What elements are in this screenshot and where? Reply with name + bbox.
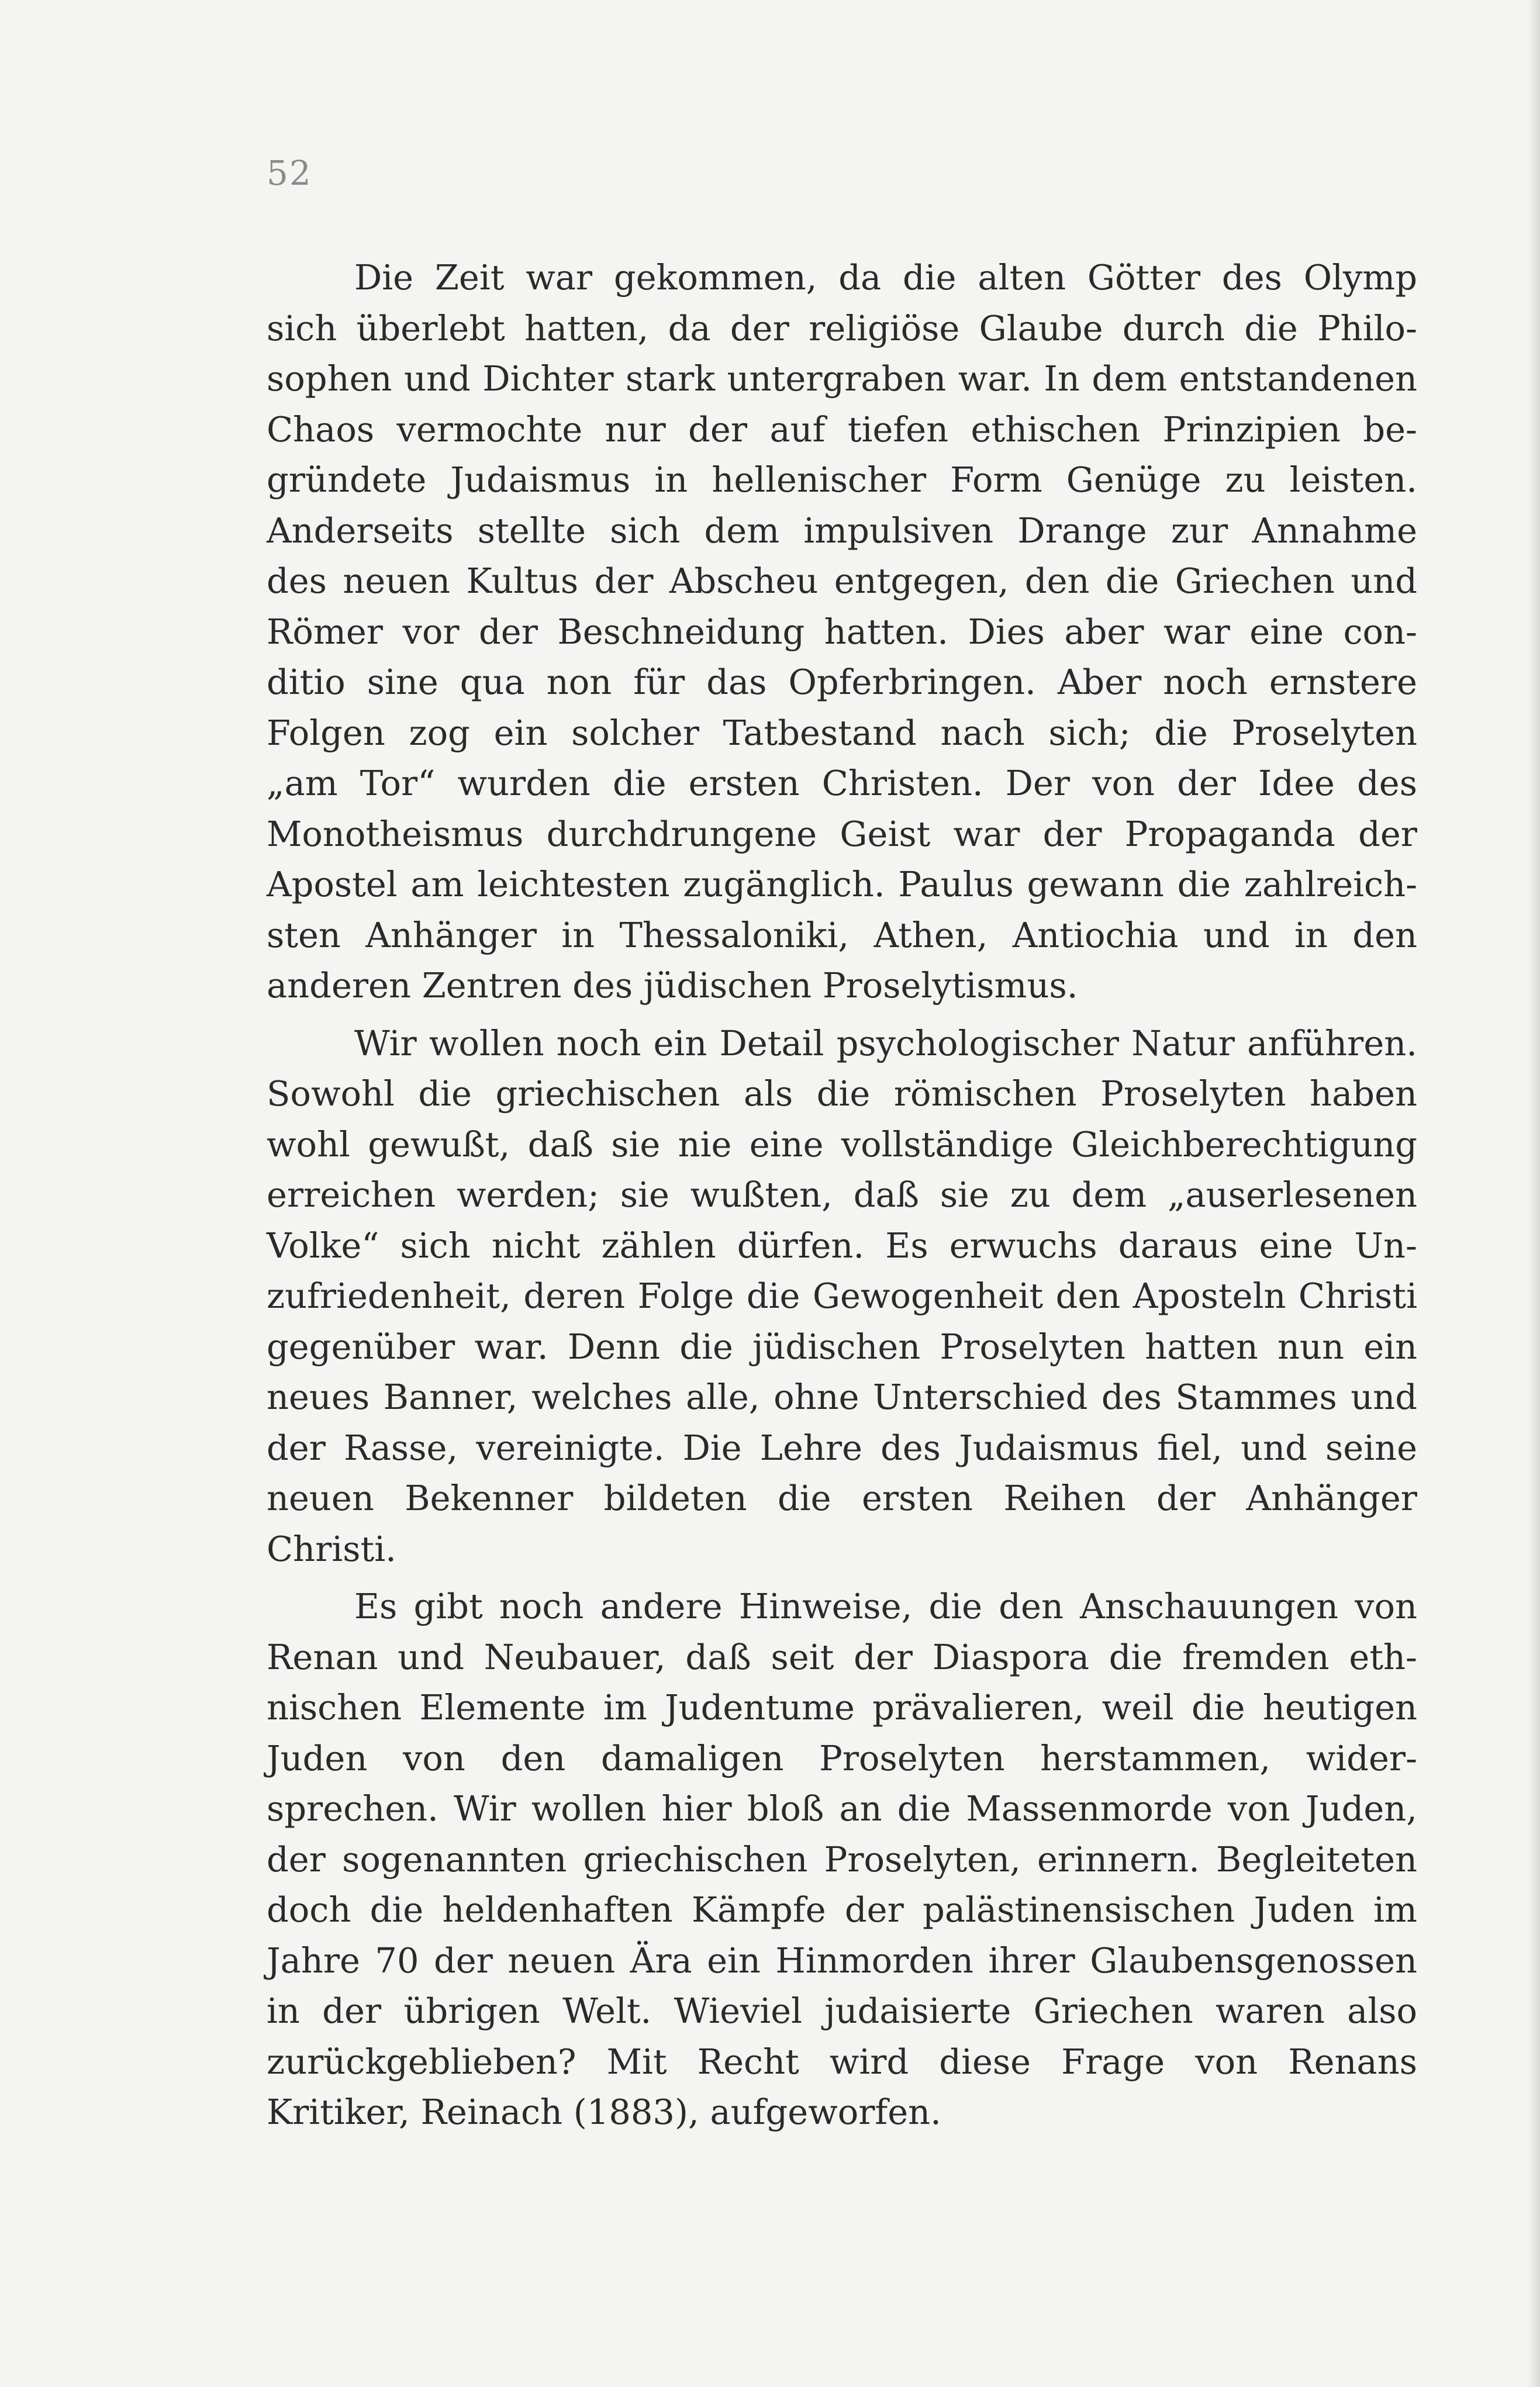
text-line: erreichen werden; sie wußten, daß sie zu dem „auserlesenen: [267, 1174, 1417, 1215]
text-line: Renan und Neubauer, daß seit der Diaspora die fremden eth-: [267, 1636, 1417, 1677]
text-line: Apostel am leichtesten zugänglich. Paulus gewann die zahlreich-: [267, 864, 1417, 904]
text-line: Kritiker, Reinach (1883), aufgeworfen.: [267, 2092, 941, 2132]
text-line: neuen Bekenner bildeten die ersten Reihen der Anhänger: [267, 1478, 1417, 1518]
paragraph-1: [267, 253, 1417, 1011]
text-line: doch die heldenhaften Kämpfe der palästinensischen Juden im: [267, 1889, 1417, 1930]
text-line: sich überlebt hatten, da der religiöse Glaube durch die Philo-: [267, 308, 1417, 348]
text-line: anderen Zentren des jüdischen Proselytismus.: [267, 965, 1078, 1006]
text-line: Chaos vermochte nur der auf tiefen ethischen Prinzipien be-: [267, 409, 1417, 450]
page-number: 52: [267, 153, 312, 193]
body-text: [267, 253, 1417, 2138]
paragraph-2: [267, 1018, 1417, 1575]
text-line: nischen Elemente im Judentume prävalieren, weil die heutigen: [267, 1687, 1417, 1728]
text-line: Sowohl die griechischen als die römischen Proselyten haben: [267, 1073, 1417, 1114]
text-line: Es gibt noch andere Hinweise, die den Anschauungen von: [354, 1586, 1417, 1626]
text-line: Die Zeit war gekommen, da die alten Götter des Olymp: [354, 257, 1417, 298]
text-line: ditio sine qua non für das Opferbringen. Aber noch ernstere: [267, 662, 1417, 702]
text-line: gründete Judaismus in hellenischer Form Genüge zu leisten.: [267, 460, 1417, 500]
text-line: des neuen Kultus der Abscheu entgegen, den die Griechen und: [267, 561, 1417, 601]
text-line: Wir wollen noch ein Detail psychologischer Natur anführen.: [354, 1022, 1417, 1063]
text-line: in der übrigen Welt. Wieviel judaisierte Griechen waren also: [267, 1991, 1417, 2031]
text-line: Jahre 70 der neuen Ära ein Hinmorden ihrer Glaubensgenossen: [267, 1940, 1417, 1981]
text-line: Juden von den damaligen Proselyten herstammen, wider-: [267, 1737, 1417, 1778]
text-line: neues Banner, welches alle, ohne Unterschied des Stammes und: [267, 1377, 1417, 1417]
text-line: Römer vor der Beschneidung hatten. Dies aber war eine con-: [267, 611, 1417, 652]
text-line: Monotheismus durchdrungene Geist war der Propaganda der: [267, 813, 1417, 854]
text-line: wohl gewußt, daß sie nie eine vollständige Gleichberechtigung: [267, 1124, 1417, 1165]
text-line: Christi.: [267, 1528, 396, 1569]
page-edge-shadow: [1527, 0, 1540, 2387]
text-line: Volke“ sich nicht zählen dürfen. Es erwuchs daraus eine Un-: [267, 1225, 1417, 1266]
text-line: zurückgeblieben? Mit Recht wird diese Frage von Renans: [267, 2041, 1417, 2082]
paragraph-3: [267, 1581, 1417, 2138]
text-line: „am Tor“ wurden die ersten Christen. Der von der Idee des: [267, 763, 1417, 803]
text-line: der Rasse, vereinigte. Die Lehre des Judaismus fiel, und seine: [267, 1427, 1417, 1468]
text-line: sprechen. Wir wollen hier bloß an die Massenmorde von Juden,: [267, 1788, 1417, 1829]
text-line: Anderseits stellte sich dem impulsiven Drange zur Annahme: [267, 510, 1417, 551]
text-line: sophen und Dichter stark untergraben war. In dem entstandenen: [267, 358, 1417, 399]
text-line: sten Anhänger in Thessaloniki, Athen, Antiochia und in den: [267, 914, 1417, 955]
text-line: Folgen zog ein solcher Tatbestand nach sich; die Proselyten: [267, 712, 1417, 753]
text-line: der sogenannten griechischen Proselyten, erinnern. Begleiteten: [267, 1839, 1417, 1880]
text-line: zufriedenheit, deren Folge die Gewogenheit den Aposteln Christi: [267, 1276, 1417, 1316]
text-line: gegenüber war. Denn die jüdischen Proselyten hatten nun ein: [267, 1326, 1417, 1367]
